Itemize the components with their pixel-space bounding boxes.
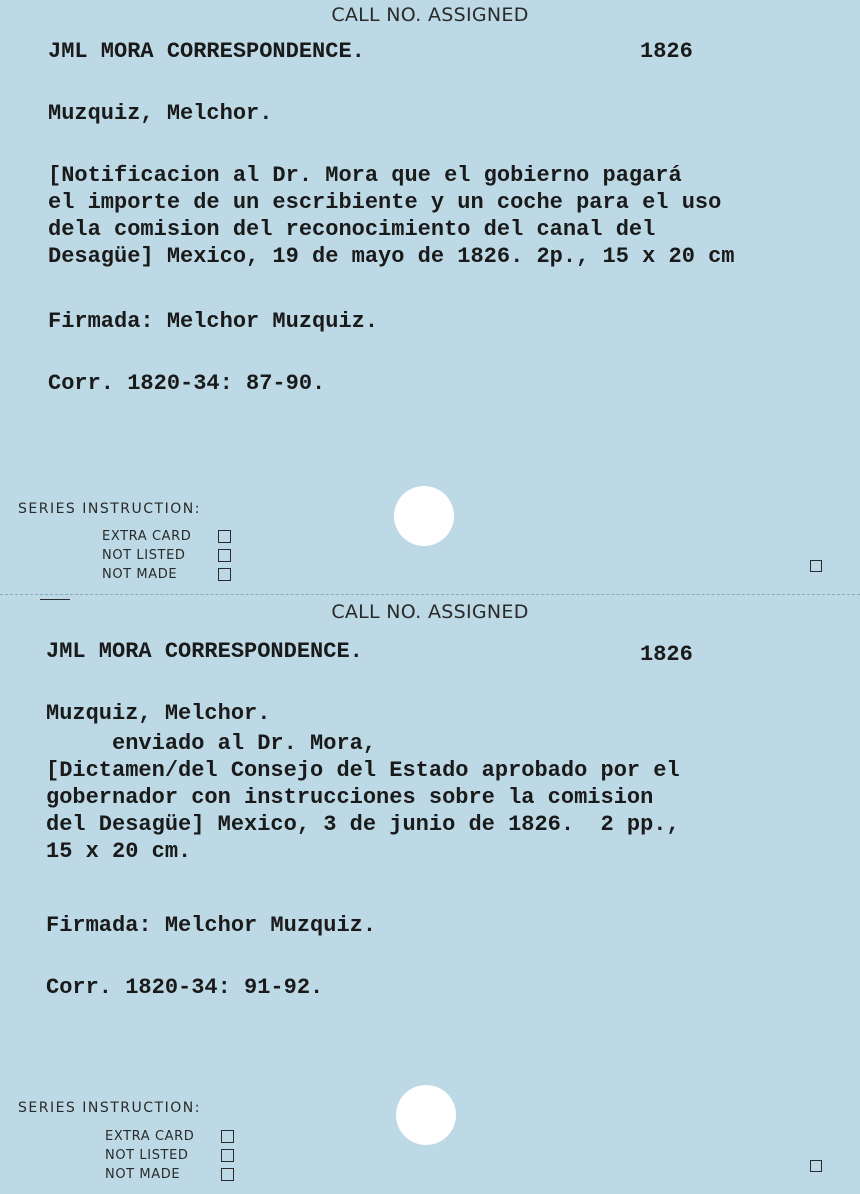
catalog-card-2 [0, 597, 860, 1194]
card-description: [Notificacion al Dr. Mora que el gobierno pagará el importe de un escribiente y un coche para el uso dela comision del reconocimiento del canal del Desagüe] Mexico, 19 de mayo de 1826. 2p., 15 x 20 cm [48, 163, 735, 269]
card-year: 1826 [640, 642, 693, 667]
card-signed: Firmada: Melchor Muzquiz. [46, 913, 377, 938]
option-extra-card [102, 527, 231, 546]
card-description: enviado al Dr. Mora, [Dictamen/del Consejo del Estado aprobado por el gobernador con instrucciones sobre la comision del Desagüe] Mexico, 3 de junio de 1826. 2 pp., 15 x 20 cm. [46, 731, 680, 864]
option-label: NOT MADE [105, 1167, 181, 1182]
option-label: EXTRA CARD [102, 529, 192, 544]
perforation-line [0, 594, 860, 595]
corner-checkbox[interactable] [810, 560, 822, 572]
option-label: EXTRA CARD [105, 1129, 195, 1144]
series-instruction-label: SERIES INSTRUCTION: [18, 501, 201, 517]
card-signed: Firmada: Melchor Muzquiz. [48, 309, 379, 334]
option-label: NOT LISTED [105, 1148, 189, 1163]
call-no-assigned-label: CALL NO. ASSIGNED [331, 601, 529, 623]
card-heading: JML MORA CORRESPONDENCE. [46, 639, 363, 664]
checkbox[interactable] [221, 1149, 234, 1162]
card-year: 1826 [640, 39, 693, 64]
checkbox[interactable] [218, 530, 231, 543]
punch-hole [396, 1085, 456, 1145]
checkbox[interactable] [218, 549, 231, 562]
series-instruction-label: SERIES INSTRUCTION: [18, 1100, 201, 1116]
checkbox[interactable] [221, 1168, 234, 1181]
series-options [105, 1127, 234, 1184]
option-extra-card [105, 1127, 234, 1146]
card-reference: Corr. 1820-34: 87-90. [48, 371, 326, 396]
checkbox[interactable] [218, 568, 231, 581]
option-not-made [102, 565, 231, 584]
option-label: NOT LISTED [102, 548, 186, 563]
option-label: NOT MADE [102, 567, 178, 582]
corner-checkbox[interactable] [810, 1160, 822, 1172]
call-no-assigned-label: CALL NO. ASSIGNED [331, 4, 529, 26]
card-reference: Corr. 1820-34: 91-92. [46, 975, 324, 1000]
card-heading: JML MORA CORRESPONDENCE. [48, 39, 365, 64]
option-not-made [105, 1165, 234, 1184]
checkbox[interactable] [221, 1130, 234, 1143]
card-author: Muzquiz, Melchor. [46, 701, 271, 726]
series-options [102, 527, 231, 584]
punch-hole [394, 486, 454, 546]
option-not-listed [105, 1146, 234, 1165]
card-author: Muzquiz, Melchor. [48, 101, 273, 126]
option-not-listed [102, 546, 231, 565]
